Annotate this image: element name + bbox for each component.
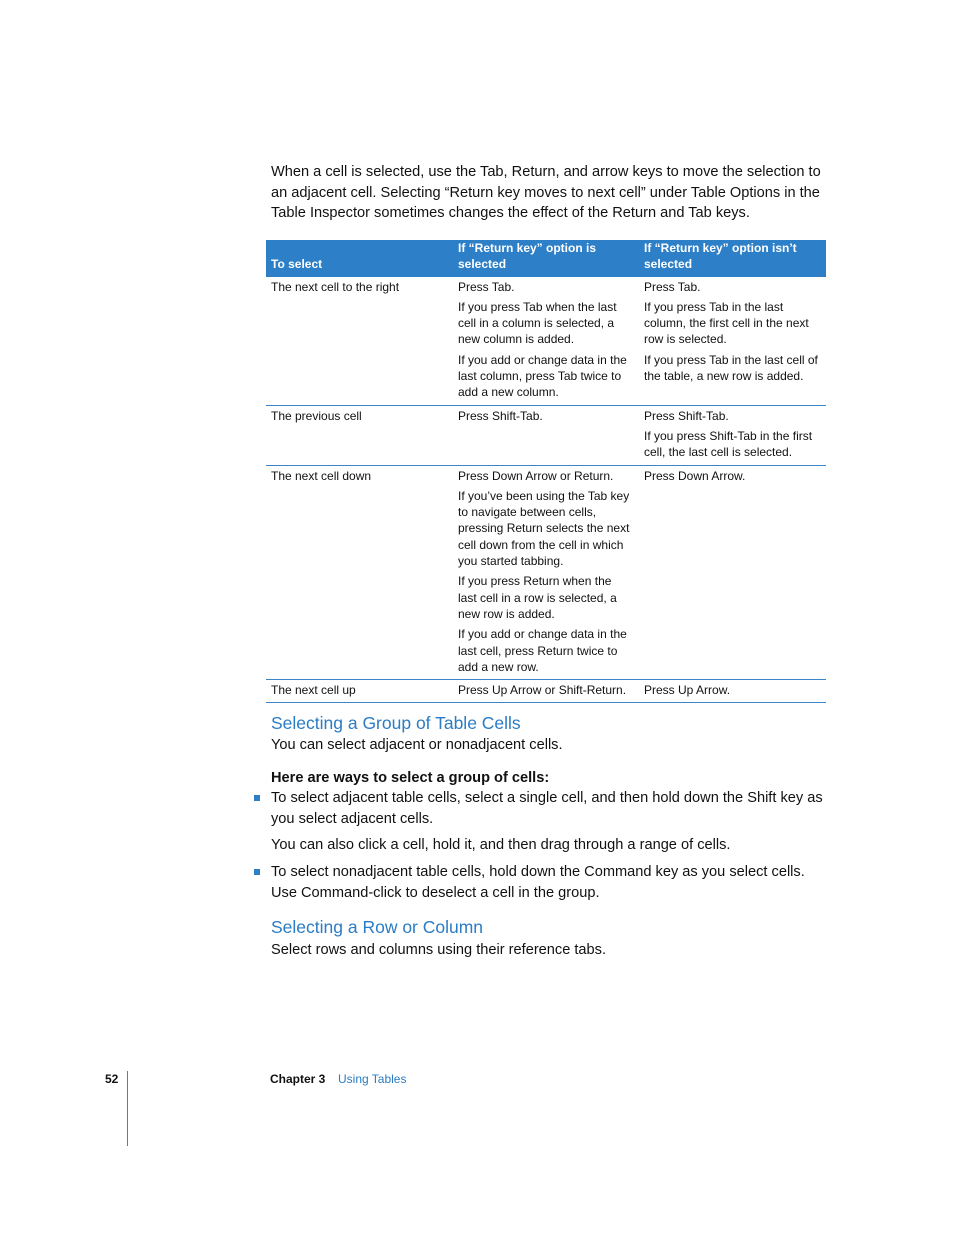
section-heading-group-cells: Selecting a Group of Table Cells	[271, 713, 521, 733]
cell-text: Press Shift-Tab.	[458, 408, 543, 423]
cell-text: Press Shift-Tab.	[644, 408, 729, 423]
cell-text: If you’ve been using the Tab key to navigate between cells, pressing Return selects the next cell down from the cell in which you started tabbing.	[458, 488, 630, 569]
page-number: 52	[105, 1072, 119, 1086]
cell-to-select: The next cell to the right	[266, 277, 453, 406]
bullet-text: To select adjacent table cells, select a single cell, and then hold down the Shift key as you select adjacent cells.	[271, 790, 823, 827]
footer-chapter-label: Chapter 3	[270, 1072, 326, 1086]
lead-in-heading: Here are ways to select a group of cells:	[271, 770, 550, 786]
footer-chapter-title: Using Tables	[338, 1072, 407, 1086]
cell-option-not-selected	[639, 680, 826, 703]
header-option-selected: If “Return key” option is selected	[453, 240, 639, 277]
cell-option-not-selected	[639, 405, 826, 465]
bullet-square-icon	[254, 869, 260, 875]
section-body-row-column: Select rows and columns using their reference tabs.	[271, 942, 607, 958]
bullet-item	[271, 862, 827, 903]
cell-text: If you add or change data in the last column, press Tab twice to add a new column.	[458, 352, 627, 400]
cell-to-select: The previous cell	[266, 405, 453, 465]
cell-text: Press Down Arrow or Return.	[458, 468, 614, 483]
bullet-continuation: You can also click a cell, hold it, and then drag through a range of cells.	[271, 837, 731, 853]
cell-option-not-selected	[639, 465, 826, 680]
cell-text: If you press Tab in the last cell of the table, a new row is added.	[644, 352, 818, 384]
section-body-group-cells: You can select adjacent or nonadjacent cells.	[271, 737, 563, 753]
cell-text: Press Up Arrow or Shift-Return.	[458, 683, 627, 698]
cell-option-selected	[453, 680, 639, 703]
bullet-item	[271, 788, 827, 829]
cell-option-selected	[453, 277, 639, 406]
bullet-text: To select nonadjacent table cells, hold down the Command key as you select cells. Use Command-click to deselect a cell in the group.	[271, 864, 805, 901]
table-row	[266, 405, 826, 465]
cell-text: Press Tab.	[458, 279, 515, 294]
cell-text: If you press Return when the last cell in a row is selected, a new row is added.	[458, 574, 617, 621]
cell-option-selected	[453, 405, 639, 465]
table-row	[266, 680, 826, 703]
cell-text: If you press Tab in the last column, the first cell in the next row is selected.	[644, 299, 809, 347]
footer-divider	[127, 1071, 128, 1146]
cell-text: If you add or change data in the last cell, press Return twice to add a new row.	[458, 627, 627, 674]
key-navigation-table	[266, 240, 826, 703]
section-heading-row-column: Selecting a Row or Column	[271, 917, 484, 937]
bullet-square-icon	[254, 795, 260, 801]
cell-option-selected	[453, 465, 639, 680]
cell-text: Press Down Arrow.	[644, 468, 746, 483]
cell-text: Press Tab.	[644, 279, 701, 294]
cell-to-select: The next cell down	[266, 465, 453, 680]
cell-text: If you press Tab when the last cell in a column is selected, a new column is added.	[458, 299, 617, 347]
cell-text: If you press Shift-Tab in the first cell, the last cell is selected.	[644, 428, 813, 460]
table-header-row	[266, 240, 826, 277]
cell-option-not-selected	[639, 277, 826, 406]
cell-text: Press Up Arrow.	[644, 683, 731, 698]
intro-paragraph: When a cell is selected, use the Tab, Return, and arrow keys to move the selection to an adjacent cell. Selecting “Return key moves to next cell” under Table Options in the Table Inspector sometimes changes the effect of the Return and Tab keys.	[271, 164, 821, 221]
header-to-select: To select	[266, 240, 453, 277]
header-option-not-selected: If “Return key” option isn’t selected	[639, 240, 826, 277]
table-row	[266, 277, 826, 406]
table-row	[266, 465, 826, 680]
cell-to-select: The next cell up	[266, 680, 453, 703]
